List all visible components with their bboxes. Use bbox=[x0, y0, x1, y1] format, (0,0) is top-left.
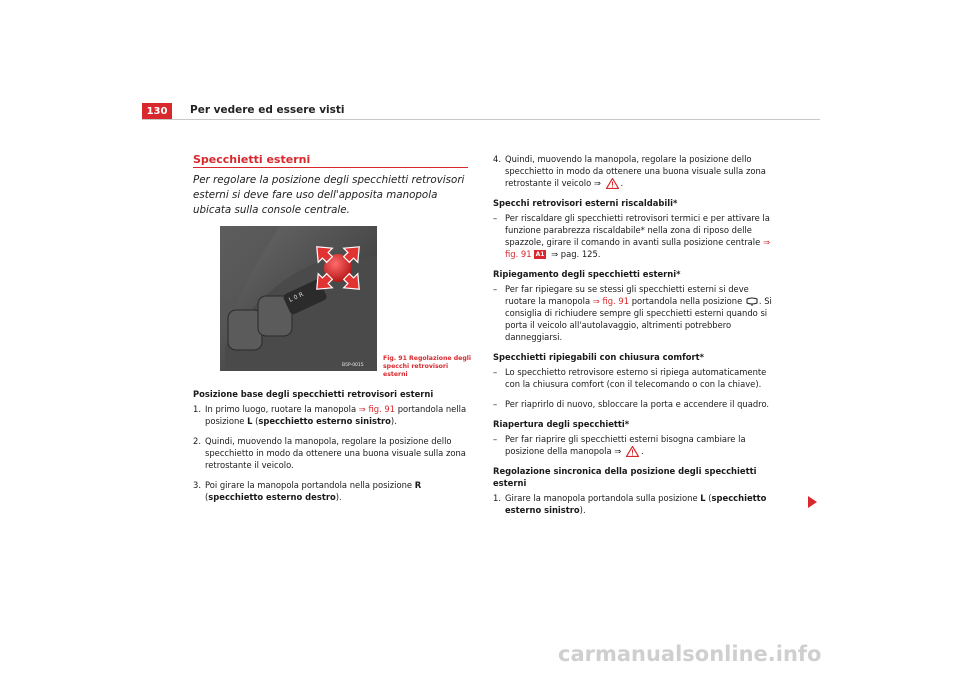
figure-caption bbox=[383, 355, 473, 379]
step-3 bbox=[193, 479, 473, 503]
fold-item bbox=[493, 283, 773, 343]
bullet-dash: – bbox=[493, 399, 498, 409]
heading-heated-mirrors: Specchi retrovisori esterni riscaldabili* bbox=[493, 198, 678, 208]
step-text: Quindi, muovendo la manopola, regolare la posizione dello specchietto in modo da ottenere una buona visuale sulla zona retrostante il veicolo ⇒ bbox=[505, 154, 766, 188]
header-rule bbox=[142, 119, 820, 120]
step-text: ( bbox=[252, 416, 259, 426]
item-text: Per riscaldare gli specchietti retrovisori termici e per attivare la funzione parabrezza riscaldabile* nella zona di riposo delle spazzole, girare il comando in avanti sulla posizione centrale bbox=[505, 213, 770, 247]
running-header: Per vedere ed essere visti bbox=[190, 104, 345, 116]
step-text: portandola nella posizione bbox=[205, 404, 467, 426]
item-text: Per far ripiegare su se stessi gli specchietti esterni si deve ruotare la manopola bbox=[505, 284, 749, 306]
step-text: Girare la manopola portandola sulla posizione bbox=[505, 493, 701, 503]
step-number: 2. bbox=[193, 436, 201, 446]
figure-caption-line1: Fig. 91 Regolazione degli bbox=[383, 355, 472, 362]
step-4 bbox=[493, 153, 773, 189]
step-text: In primo luogo, ruotare la manopola bbox=[205, 404, 359, 414]
step-number: 1. bbox=[193, 404, 201, 414]
bullet-dash: – bbox=[493, 284, 498, 294]
section-rule bbox=[193, 167, 468, 168]
open-item bbox=[493, 433, 773, 457]
figure-link[interactable]: ⇒ fig. 91 bbox=[505, 237, 770, 259]
item-text: Per riaprirlo di nuovo, sbloccare la porta e accendere il quadro. bbox=[505, 399, 770, 409]
knob-position-labels: L 0 R bbox=[287, 291, 305, 304]
callout-badge: A1 bbox=[535, 251, 545, 258]
heading-sync-adjustment: Regolazione sincronica della posizione degli specchietti esterni bbox=[493, 466, 757, 488]
continue-arrow-icon[interactable] bbox=[808, 496, 817, 508]
step-text: ( bbox=[705, 493, 712, 503]
bullet-dash: – bbox=[493, 367, 498, 377]
heading-base-position: Posizione base degli specchietti retrovisori esterni bbox=[193, 389, 434, 399]
watermark: carmanualsonline.info bbox=[558, 642, 822, 666]
item-text: Per far riaprire gli specchietti esterni bisogna cambiare la posizione della manopola ⇒ bbox=[505, 434, 746, 456]
mirror-name: specchietto esterno sinistro bbox=[258, 416, 391, 426]
position-label: R bbox=[414, 480, 422, 490]
mirror-control-illustration bbox=[220, 226, 377, 371]
position-label: L bbox=[700, 493, 706, 503]
step-text: ). bbox=[390, 416, 397, 426]
mirror-name: specchietto esterno destro bbox=[208, 492, 336, 502]
warning-icon[interactable] bbox=[606, 178, 619, 189]
step-text-end: . bbox=[620, 178, 624, 188]
step-1 bbox=[193, 403, 473, 427]
step-number: 3. bbox=[193, 480, 201, 490]
mirror-control-figure bbox=[220, 226, 377, 371]
sync-step-1 bbox=[493, 492, 773, 516]
comfort-item-1 bbox=[493, 366, 773, 390]
step-text: ). bbox=[579, 505, 586, 515]
step-text: ( bbox=[205, 492, 209, 502]
step-number: 4. bbox=[493, 154, 501, 164]
step-text: Quindi, muovendo la manopola, regolare la posizione dello specchietto in modo da ottenere una buona visuale sulla zona retrostante il veicolo. bbox=[205, 436, 466, 470]
item-text: portandola nella posizione bbox=[629, 296, 745, 306]
step-number: 1. bbox=[493, 493, 501, 503]
figure-link[interactable]: ⇒ fig. 91 bbox=[592, 296, 630, 306]
bullet-dash: – bbox=[493, 434, 498, 444]
window-switch-left bbox=[228, 310, 262, 350]
heading-reopening: Riapertura degli specchietti* bbox=[493, 419, 630, 429]
step-text: ). bbox=[335, 492, 342, 502]
position-label: L bbox=[247, 416, 253, 426]
section-intro: Per regolare la posizione degli specchietti retrovisori esterni si deve fare uso dell'apposita manopola ubicata sulla console centrale. bbox=[193, 174, 465, 216]
figure-code: B5P-0015 bbox=[342, 363, 364, 368]
heading-comfort-folding: Specchietti ripiegabili con chiusura comfort* bbox=[493, 352, 705, 362]
figure-link[interactable]: ⇒ fig. 91 bbox=[358, 404, 396, 414]
bullet-dash: – bbox=[493, 213, 498, 223]
figure-caption-line2: specchi retrovisori esterni bbox=[383, 363, 449, 378]
page-number: 130 bbox=[142, 103, 172, 119]
folded-mirror-icon bbox=[746, 297, 758, 306]
warning-icon[interactable] bbox=[626, 446, 639, 457]
mirror-name: specchietto esterno sinistro bbox=[505, 493, 767, 515]
item-text-end: . bbox=[641, 446, 644, 456]
left-column bbox=[193, 388, 473, 511]
item-text: . Si consiglia di richiudere sempre gli specchietti esterni quando si porta il veicolo all'autolavaggio, altrimenti potrebbero danneggiarsi. bbox=[505, 296, 772, 342]
heated-item bbox=[493, 212, 773, 260]
comfort-item-2 bbox=[493, 398, 773, 410]
step-2 bbox=[193, 435, 473, 471]
right-column bbox=[493, 153, 773, 524]
section-title: Specchietti esterni bbox=[193, 153, 311, 166]
item-text: ⇒ pag. 125. bbox=[548, 249, 601, 259]
item-text: Lo specchietto retrovisore esterno si ripiega automaticamente con la chiusura comfort (con il telecomando o con la chiave). bbox=[505, 367, 767, 389]
heading-folding-mirrors: Ripiegamento degli specchietti esterni* bbox=[493, 269, 681, 279]
step-text: Poi girare la manopola portandola nella posizione bbox=[205, 480, 415, 490]
